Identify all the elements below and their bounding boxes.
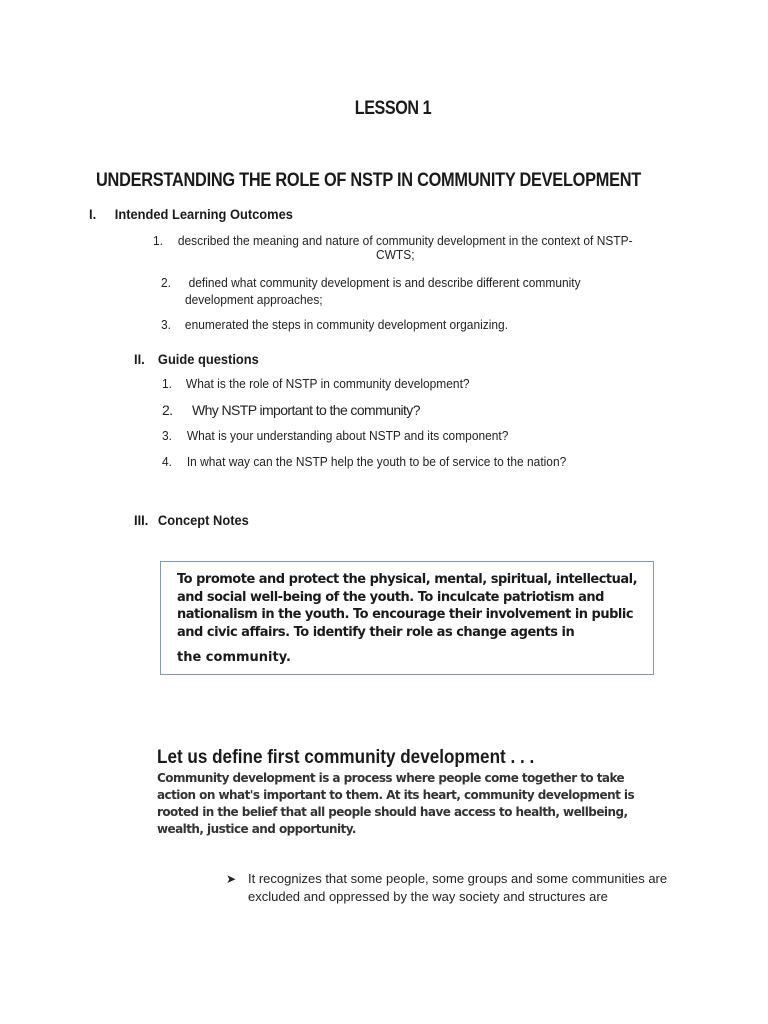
item-number: 2. xyxy=(161,275,171,290)
page-title: UNDERSTANDING THE ROLE OF NSTP IN COMMUNITY DEVELOPMENT xyxy=(96,170,642,191)
define-paragraph: Community development is a process where people come together to take action on what's important to them. At its heart, community development is rooted in the belief that all people should have access to health, wellbeing, wealth, justice and opportunity. xyxy=(157,771,635,836)
item-number: 1. xyxy=(162,376,172,391)
outcome-item-2 xyxy=(161,275,581,290)
outcome-item-1-continued: CWTS; xyxy=(376,247,415,262)
item-text: Why NSTP important to the community? xyxy=(192,402,420,418)
item-number: 3. xyxy=(161,317,171,332)
item-text: defined what community development is and describe different community xyxy=(188,275,581,290)
arrow-bullet-icon: ➤ xyxy=(226,872,237,886)
item-text: described the meaning and nature of community development in the context of NSTP- xyxy=(177,233,633,248)
outcome-item-2-continued: development approaches; xyxy=(185,292,323,307)
define-heading: Let us define first community development . . . xyxy=(157,747,535,768)
outcome-item-1 xyxy=(153,233,633,248)
section-outcomes-heading xyxy=(89,206,293,222)
item-number: 1. xyxy=(153,233,163,248)
item-text: In what way can the NSTP help the youth to be of service to the nation? xyxy=(186,454,567,469)
section-numeral: III. xyxy=(134,512,149,528)
item-text: What is the role of NSTP in community development? xyxy=(185,376,470,391)
concept-notes-last-line: the community. xyxy=(177,650,291,665)
outcome-item-3 xyxy=(161,317,508,332)
item-text: enumerated the steps in community development organizing. xyxy=(184,317,509,332)
section-title: Guide questions xyxy=(157,351,259,367)
lesson-number: LESSON 1 xyxy=(354,98,432,119)
section-numeral: I. xyxy=(89,206,97,222)
section-guide-heading xyxy=(134,351,259,367)
item-number: 2. xyxy=(162,402,173,418)
guide-question-4 xyxy=(162,454,566,469)
concept-notes-box xyxy=(160,561,654,675)
section-concept-heading xyxy=(134,512,249,528)
item-number: 4. xyxy=(162,454,172,469)
section-title: Concept Notes xyxy=(157,512,249,528)
section-numeral: II. xyxy=(134,351,145,367)
item-number: 3. xyxy=(162,428,172,443)
section-title: Intended Learning Outcomes xyxy=(114,206,293,222)
item-text: What is your understanding about NSTP and its component? xyxy=(186,428,509,443)
guide-question-2 xyxy=(162,402,420,418)
guide-question-3 xyxy=(162,428,508,443)
concept-notes-text: To promote and protect the physical, mental, spiritual, intellectual, and social well-being of the youth. To inculcate patriotism and nationalism in the youth. To encourage their involvement in public and civic affairs. To identify their role as change agents in xyxy=(177,572,638,640)
bullet-text: It recognizes that some people, some groups and some communities are excluded and oppressed by the way society and structures are xyxy=(248,871,668,904)
guide-question-1 xyxy=(162,376,470,391)
